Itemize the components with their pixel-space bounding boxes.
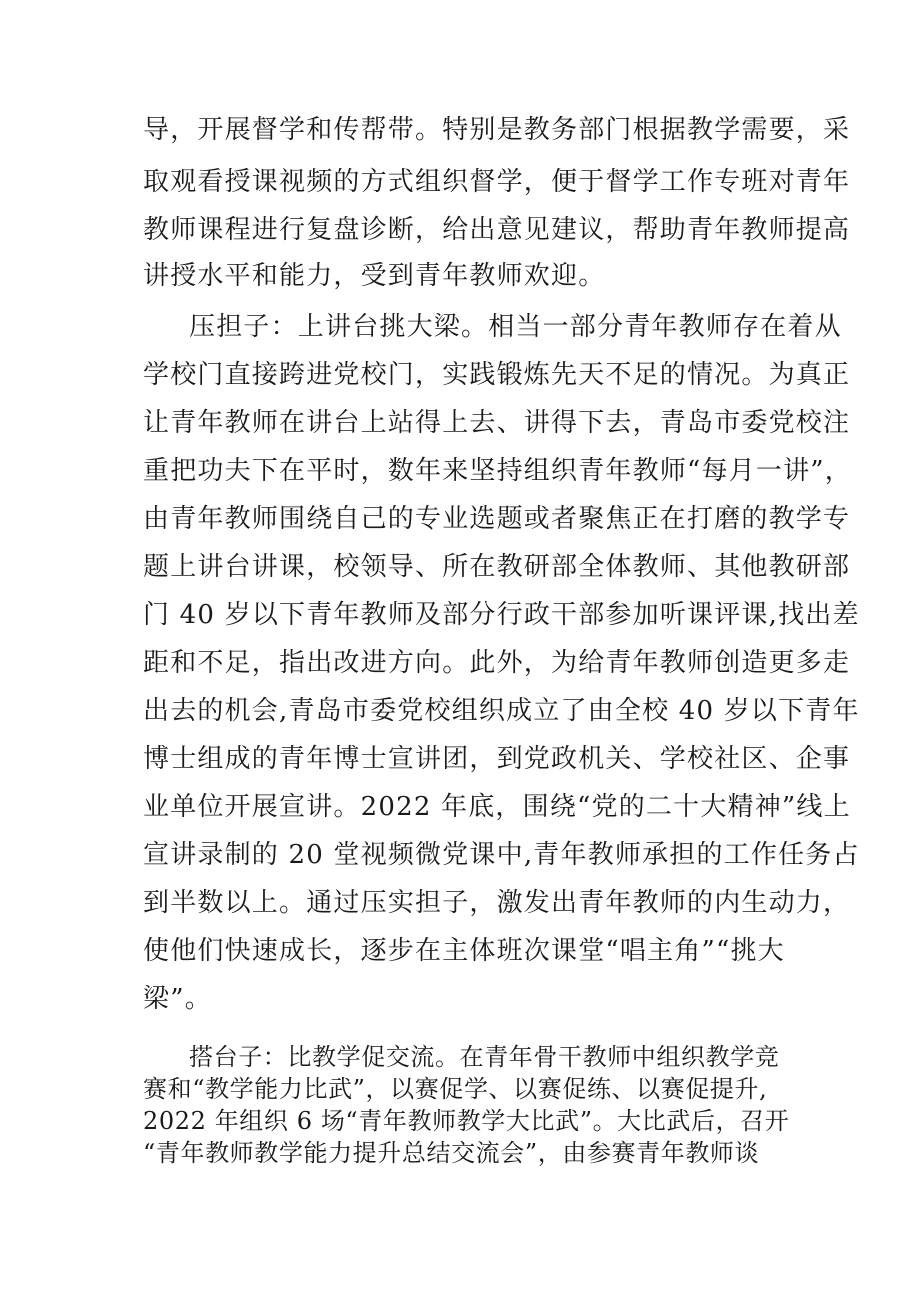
paragraph-2-line-6: 题上讲台讲课，校领导、所在教研部全体教师、其他教研部 bbox=[143, 552, 851, 582]
paragraph-2-line-9: 出去的机会,青岛市委党校组织成立了由全校 40 岁以下青年 bbox=[143, 696, 860, 726]
paragraph-1-line-4: 讲授水平和能力，受到青年教师欢迎。 bbox=[143, 261, 606, 291]
paragraph-3-line-4: “青年教师教学能力提升总结交流会”，由参赛青年教师谈 bbox=[143, 1139, 760, 1167]
paragraph-2-line-2: 学校门直接跨进党校门，实践锻炼先天不足的情况。为真正 bbox=[143, 360, 851, 390]
paragraph-2-line-4: 重把功夫下在平时，数年来坚持组织青年教师“每月一讲”， bbox=[143, 456, 852, 486]
paragraph-3-line-1: 搭台子：比教学促交流。在青年骨干教师中组织教学竞 bbox=[189, 1043, 780, 1071]
paragraph-1-line-1: 导，开展督学和传帮带。特别是教务部门根据教学需要，采 bbox=[143, 115, 851, 145]
paragraph-2-line-11: 业单位开展宣讲。2022 年底，围绕“党的二十大精神”线上 bbox=[143, 792, 851, 822]
paragraph-2-line-8: 距和不足，指出改进方向。此外，为给青年教师创造更多走 bbox=[143, 648, 851, 678]
paragraph-1-line-3: 教师课程进行复盘诊断，给出意见建议，帮助青年教师提高 bbox=[143, 215, 851, 245]
paragraph-2-line-15: 梁”。 bbox=[143, 984, 212, 1014]
paragraph-2-line-12: 宣讲录制的 20 堂视频微党课中,青年教师承担的工作任务占 bbox=[143, 840, 860, 870]
paragraph-2-line-10: 博士组成的青年博士宣讲团，到党政机关、学校社区、企事 bbox=[143, 744, 851, 774]
paragraph-1-line-2: 取观看授课视频的方式组织督学，便于督学工作专班对青年 bbox=[143, 167, 851, 197]
paragraph-2-line-5: 由青年教师围绕自己的专业选题或者聚焦正在打磨的教学专 bbox=[143, 504, 851, 534]
paragraph-2-line-14: 使他们快速成长，逐步在主体班次课堂“唱主角”“挑大 bbox=[143, 936, 785, 966]
paragraph-2-line-1: 压担子：上讲台挑大梁。相当一部分青年教师存在着从 bbox=[189, 312, 842, 342]
paragraph-3-line-2: 赛和“教学能力比武”，以赛促学、以赛促练、以赛促提升, bbox=[143, 1075, 768, 1103]
paragraph-2-line-13: 到半数以上。通过压实担子，激发出青年教师的内生动力， bbox=[143, 888, 851, 918]
paragraph-2-line-7: 门 40 岁以下青年教师及部分行政干部参加听课评课,找出差 bbox=[143, 600, 860, 630]
paragraph-3-line-3: 2022 年组织 6 场“青年教师教学大比武”。大比武后，召开 bbox=[143, 1107, 790, 1135]
paragraph-2-line-3: 让青年教师在讲台上站得上去、讲得下去，青岛市委党校注 bbox=[143, 408, 851, 438]
